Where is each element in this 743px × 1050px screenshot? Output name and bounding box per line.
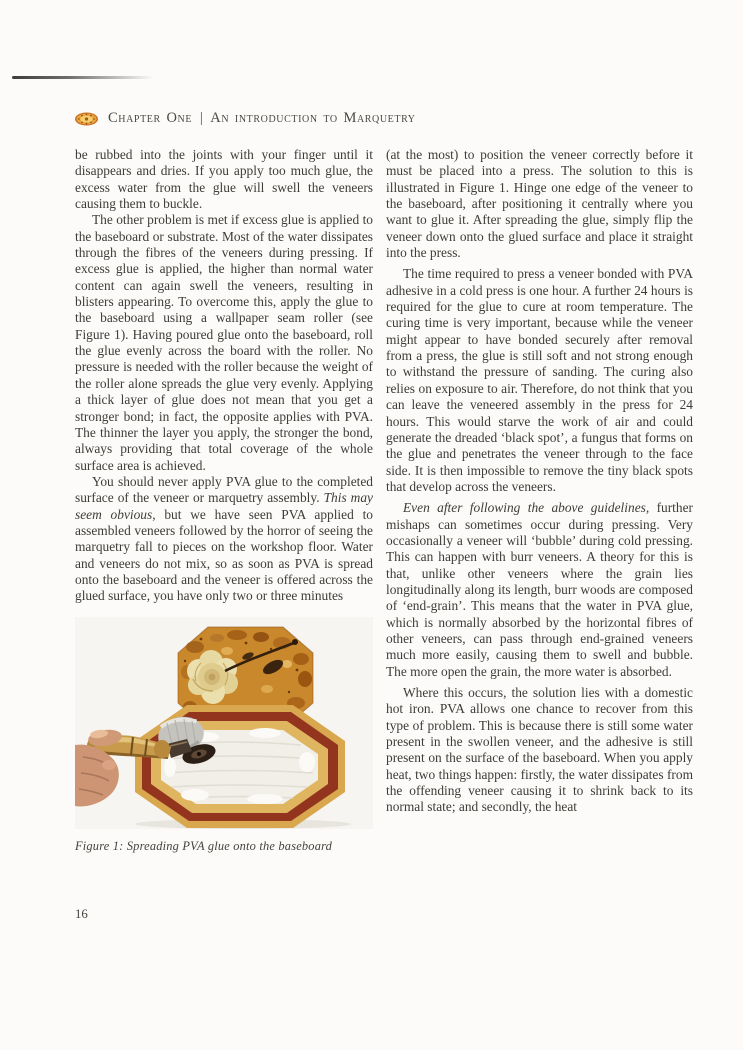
paragraph: (at the most) to position the veneer correctly before it must be placed into a press. The solution to this is illustrated in Figure 1. Hinge one edge of the veneer to the baseboard, after positioning it centrally where you want to glue it. After spreading the glue, simply flip the veneer down onto the glued surface and place it straight into the press. [386,147,693,261]
paragraph: Where this occurs, the solution lies with a domestic hot iron. PVA allows one chance to recover from this type of problem. This is because there is still some water present in the swollen veneer, and the adhesive is still present on the surface of the baseboard. When you apply heat, two things happen: firstly, the water dissipates from the offending veneer causing it to shrink back to its normal state; and secondly, the heat [386,685,693,815]
right-column [386,147,693,816]
paragraph: The other problem is met if excess glue is applied to the baseboard or substrate. Most of the water dissipates through the fibres of the veneers during pressing. If excess glue is applied, the higher than normal water content can again swell the veneers, resulting in blisters appearing. To overcome this, apply the glue to the baseboard using a wallpaper seam roller (see Figure 1). Having poured glue onto the baseboard, roll the glue evenly across the board with the roller. No pressure is needed with the roller because the weight of the roller alone spreads the glue very evenly. Applying a thick layer of glue does not mean that you get a stronger bond; in fact, the opposite applies with PVA. The thinner the layer you apply, the stronger the bond, always providing that total coverage of the whole surface area is achieved. [75,212,373,473]
figure-1 [75,617,373,854]
paragraph [75,474,373,605]
figure-1-photo [75,617,373,829]
chapter-label: Chapter One [108,110,193,126]
figure-1-caption: Figure 1: Spreading PVA glue onto the baseboard [75,838,333,853]
chapter-subtitle: An introduction to Marquetry [210,110,416,126]
paragraph [386,500,693,680]
paragraph: be rubbed into the joints with your finger until it disappears and dries. If you apply too much glue, the excess water from the glue will swell the veneers causing them to buckle. [75,147,373,212]
page-number: 16 [75,907,88,921]
rosette-ornament-icon [74,111,99,127]
scan-artifact-line [12,76,154,79]
left-column [75,147,373,854]
paragraph-text: You should never apply PVA glue to the completed surface of the veneer or marquetry assembly. [75,473,373,506]
chapter-header [74,110,416,127]
paragraph: The time required to press a veneer bonded with PVA adhesive in a cold press is one hour. A further 24 hours is required for the glue to cure at room temperature. The curing time is very important, because while the veneer might appear to have bonded securely after removal from a press, the glue is still soft and not strong enough to withstand the pressure of sanding. The curing also relies on exposure to air. Therefore, do not think that you can leave the veneered assembly in the press for 24 hours. This would starve the work of air and could generate the dreaded ‘black spot’, a fungus that forms on the glue and penetrates the veneer through to the face side. It is then impossible to remove the tiny black spots that develop across the veneers. [386,266,693,494]
chapter-title [108,110,416,127]
emphasized-text: This may seem obvious [75,490,373,522]
paragraph-text: , but we have seen PVA applied to assembled veneers followed by the horror of seeing the marquetry fall to pieces on the workshop floor. Water and veneers do not mix, so as soon as PVA is spread onto the baseboard and the veneer is offered across the glued surface, you have only two or three minutes [75,506,373,604]
title-separator: | [199,110,204,126]
emphasized-text: Even after following the above guidelines, [403,500,650,516]
paragraph-text: further mishaps can sometimes occur during pressing. Very occasionally a veneer will ‘bubble’ during cold pressing. This can happen with burr veneers. A theory for this is that, unlike other veneers where the grain lies longitudinally along its length, burr woods are composed of ‘end-grain’. This means that the water in PVA glue, which is normally absorbed by the horizontal fibres of other veneers, can pass through end-grained veneers much more easily, causing them to swell and bubble. The more open the grain, the more water is absorbed. [386,500,694,679]
